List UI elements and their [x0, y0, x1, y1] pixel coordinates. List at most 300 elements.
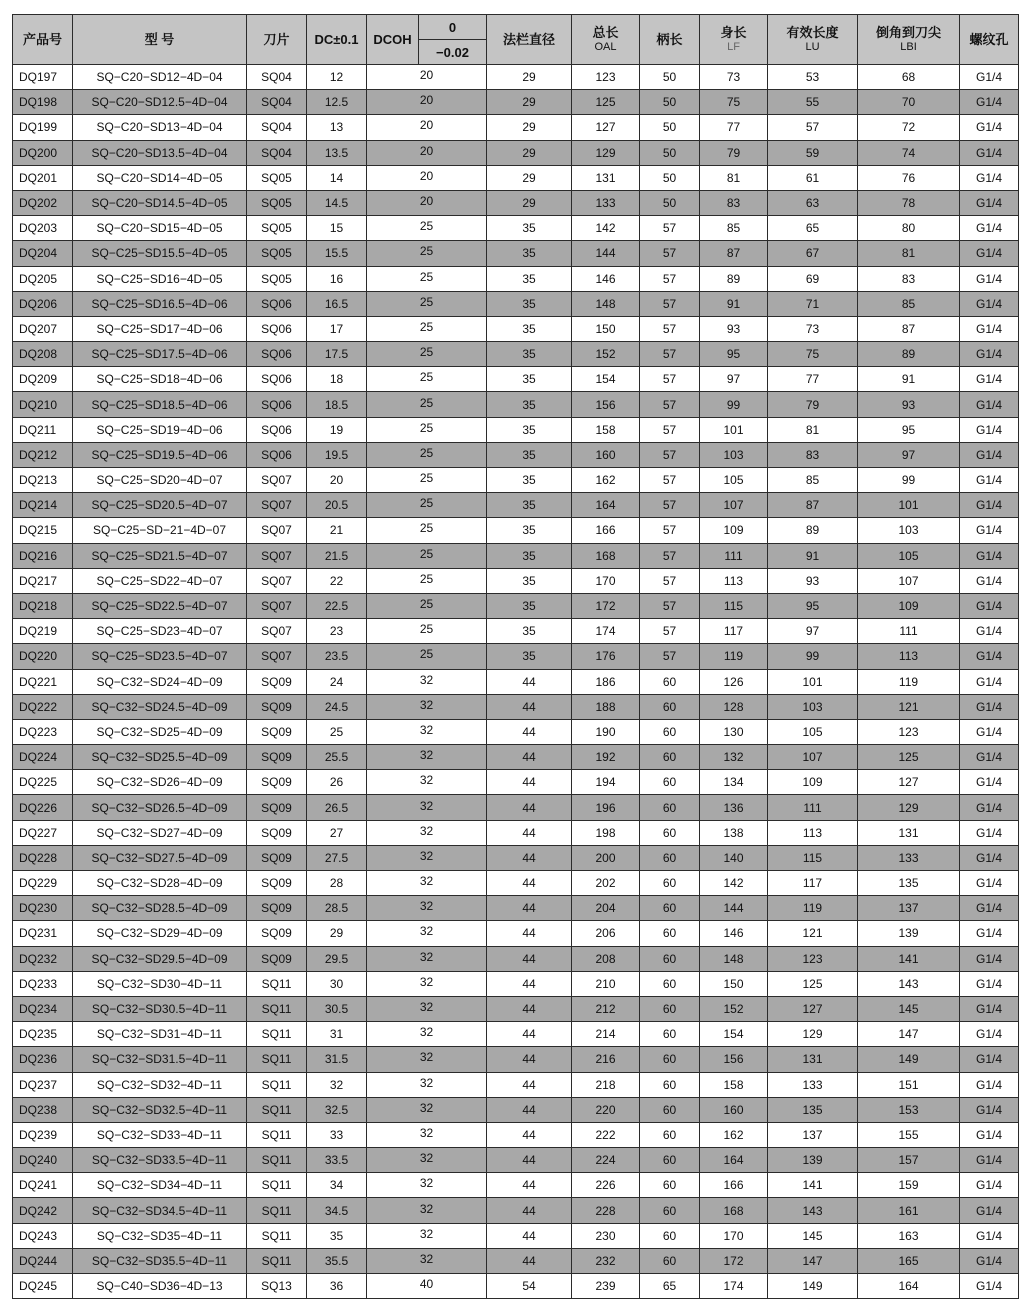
cell-lbi: 80 — [858, 216, 960, 241]
cell-product-no: DQ222 — [13, 694, 73, 719]
cell-thread: G1/4 — [960, 996, 1019, 1021]
cell-insert: SQ07 — [247, 593, 307, 618]
cell-thread: G1/4 — [960, 820, 1019, 845]
cell-dcoh: 32 — [367, 896, 487, 921]
table-row — [13, 442, 1019, 467]
header-flange-dia: 法栏直径 — [487, 15, 572, 65]
cell-body-len: 117 — [700, 619, 768, 644]
cell-lu: 109 — [768, 770, 858, 795]
cell-lu: 129 — [768, 1022, 858, 1047]
cell-lbi: 105 — [858, 543, 960, 568]
cell-product-no: DQ238 — [13, 1097, 73, 1122]
cell-shank-len: 57 — [640, 216, 700, 241]
cell-dc: 21 — [307, 518, 367, 543]
cell-insert: SQ07 — [247, 518, 307, 543]
cell-thread: G1/4 — [960, 1122, 1019, 1147]
table-row — [13, 392, 1019, 417]
cell-product-no: DQ209 — [13, 367, 73, 392]
cell-flange-dia: 44 — [487, 845, 572, 870]
cell-body-len: 95 — [700, 342, 768, 367]
cell-body-len: 174 — [700, 1274, 768, 1299]
table-row — [13, 694, 1019, 719]
cell-insert: SQ11 — [247, 1122, 307, 1147]
cell-thread: G1/4 — [960, 266, 1019, 291]
cell-oal: 152 — [572, 342, 640, 367]
cell-shank-len: 57 — [640, 266, 700, 291]
header-body-len-sub: LF — [727, 41, 740, 53]
cell-body-len: 148 — [700, 946, 768, 971]
cell-flange-dia: 44 — [487, 1248, 572, 1273]
table-row — [13, 719, 1019, 744]
table-row — [13, 745, 1019, 770]
cell-lu: 73 — [768, 316, 858, 341]
cell-dcoh: 32 — [367, 745, 487, 770]
cell-oal: 156 — [572, 392, 640, 417]
header-lu-label: 有效长度 — [786, 25, 839, 40]
cell-dc: 16.5 — [307, 291, 367, 316]
cell-lu: 113 — [768, 820, 858, 845]
cell-oal: 160 — [572, 442, 640, 467]
cell-shank-len: 60 — [640, 1047, 700, 1072]
cell-product-no: DQ224 — [13, 745, 73, 770]
cell-shank-len: 57 — [640, 316, 700, 341]
cell-oal: 239 — [572, 1274, 640, 1299]
cell-insert: SQ11 — [247, 1097, 307, 1122]
cell-insert: SQ09 — [247, 770, 307, 795]
cell-lu: 111 — [768, 795, 858, 820]
cell-lbi: 68 — [858, 65, 960, 90]
cell-insert: SQ04 — [247, 140, 307, 165]
cell-dcoh: 32 — [367, 1072, 487, 1097]
cell-shank-len: 60 — [640, 845, 700, 870]
cell-body-len: 160 — [700, 1097, 768, 1122]
cell-flange-dia: 35 — [487, 593, 572, 618]
cell-product-no: DQ242 — [13, 1198, 73, 1223]
cell-oal: 224 — [572, 1148, 640, 1173]
table-row — [13, 1022, 1019, 1047]
cell-dc: 32 — [307, 1072, 367, 1097]
cell-dcoh: 25 — [367, 568, 487, 593]
cell-oal: 158 — [572, 417, 640, 442]
cell-shank-len: 50 — [640, 165, 700, 190]
header-tolerance — [419, 15, 487, 65]
cell-oal: 133 — [572, 190, 640, 215]
cell-body-len: 113 — [700, 568, 768, 593]
cell-lbi: 72 — [858, 115, 960, 140]
cell-model: SQ−C25−SD18.5−4D−06 — [73, 392, 247, 417]
cell-lbi: 161 — [858, 1198, 960, 1223]
cell-lu: 71 — [768, 291, 858, 316]
cell-oal: 206 — [572, 921, 640, 946]
cell-thread: G1/4 — [960, 946, 1019, 971]
cell-flange-dia: 35 — [487, 493, 572, 518]
cell-dcoh: 32 — [367, 669, 487, 694]
cell-model: SQ−C32−SD26.5−4D−09 — [73, 795, 247, 820]
cell-product-no: DQ211 — [13, 417, 73, 442]
header-product-no: 产品号 — [13, 15, 73, 65]
cell-body-len: 142 — [700, 871, 768, 896]
cell-model: SQ−C32−SD29.5−4D−09 — [73, 946, 247, 971]
cell-dc: 30.5 — [307, 996, 367, 1021]
table-row — [13, 115, 1019, 140]
cell-lbi: 155 — [858, 1122, 960, 1147]
cell-model: SQ−C25−SD21.5−4D−07 — [73, 543, 247, 568]
cell-dc: 34 — [307, 1173, 367, 1198]
cell-flange-dia: 35 — [487, 367, 572, 392]
cell-thread: G1/4 — [960, 216, 1019, 241]
cell-body-len: 83 — [700, 190, 768, 215]
cell-thread: G1/4 — [960, 644, 1019, 669]
cell-dc: 32.5 — [307, 1097, 367, 1122]
cell-product-no: DQ244 — [13, 1248, 73, 1273]
cell-product-no: DQ245 — [13, 1274, 73, 1299]
table-header — [13, 15, 1019, 65]
cell-product-no: DQ208 — [13, 342, 73, 367]
cell-body-len: 154 — [700, 1022, 768, 1047]
cell-flange-dia: 35 — [487, 291, 572, 316]
cell-body-len: 85 — [700, 216, 768, 241]
cell-thread: G1/4 — [960, 518, 1019, 543]
cell-oal: 202 — [572, 871, 640, 896]
cell-shank-len: 65 — [640, 1274, 700, 1299]
cell-lbi: 141 — [858, 946, 960, 971]
cell-model: SQ−C32−SD25−4D−09 — [73, 719, 247, 744]
cell-body-len: 89 — [700, 266, 768, 291]
header-dcoh: DCOH — [367, 15, 419, 65]
cell-lbi: 121 — [858, 694, 960, 719]
table-row — [13, 845, 1019, 870]
cell-product-no: DQ232 — [13, 946, 73, 971]
header-insert: 刀片 — [247, 15, 307, 65]
cell-dcoh: 25 — [367, 392, 487, 417]
cell-thread: G1/4 — [960, 921, 1019, 946]
cell-thread: G1/4 — [960, 1173, 1019, 1198]
cell-lu: 131 — [768, 1047, 858, 1072]
cell-thread: G1/4 — [960, 1097, 1019, 1122]
cell-product-no: DQ210 — [13, 392, 73, 417]
table-row — [13, 921, 1019, 946]
table-row — [13, 417, 1019, 442]
cell-shank-len: 57 — [640, 241, 700, 266]
cell-dc: 26.5 — [307, 795, 367, 820]
cell-lu: 117 — [768, 871, 858, 896]
cell-model: SQ−C32−SD35.5−4D−11 — [73, 1248, 247, 1273]
cell-dcoh: 25 — [367, 291, 487, 316]
cell-lu: 67 — [768, 241, 858, 266]
cell-model: SQ−C25−SD19.5−4D−06 — [73, 442, 247, 467]
cell-lu: 59 — [768, 140, 858, 165]
cell-product-no: DQ207 — [13, 316, 73, 341]
cell-body-len: 91 — [700, 291, 768, 316]
cell-flange-dia: 44 — [487, 770, 572, 795]
cell-flange-dia: 44 — [487, 1022, 572, 1047]
cell-oal: 228 — [572, 1198, 640, 1223]
cell-flange-dia: 44 — [487, 1072, 572, 1097]
cell-thread: G1/4 — [960, 896, 1019, 921]
cell-shank-len: 60 — [640, 770, 700, 795]
cell-product-no: DQ230 — [13, 896, 73, 921]
header-dc: DC±0.1 — [307, 15, 367, 65]
cell-insert: SQ11 — [247, 1047, 307, 1072]
cell-oal: 154 — [572, 367, 640, 392]
cell-body-len: 156 — [700, 1047, 768, 1072]
table-row — [13, 1072, 1019, 1097]
cell-lu: 57 — [768, 115, 858, 140]
cell-oal: 131 — [572, 165, 640, 190]
cell-thread: G1/4 — [960, 845, 1019, 870]
cell-body-len: 130 — [700, 719, 768, 744]
cell-thread: G1/4 — [960, 1274, 1019, 1299]
cell-shank-len: 60 — [640, 719, 700, 744]
cell-thread: G1/4 — [960, 468, 1019, 493]
cell-dc: 26 — [307, 770, 367, 795]
cell-lbi: 159 — [858, 1173, 960, 1198]
cell-dc: 15 — [307, 216, 367, 241]
cell-oal: 146 — [572, 266, 640, 291]
cell-shank-len: 57 — [640, 442, 700, 467]
cell-model: SQ−C25−SD17−4D−06 — [73, 316, 247, 341]
cell-shank-len: 57 — [640, 291, 700, 316]
cell-dcoh: 25 — [367, 442, 487, 467]
cell-oal: 190 — [572, 719, 640, 744]
cell-lu: 101 — [768, 669, 858, 694]
cell-shank-len: 60 — [640, 745, 700, 770]
cell-dcoh: 20 — [367, 90, 487, 115]
cell-thread: G1/4 — [960, 669, 1019, 694]
cell-model: SQ−C32−SD32−4D−11 — [73, 1072, 247, 1097]
cell-thread: G1/4 — [960, 619, 1019, 644]
cell-flange-dia: 44 — [487, 921, 572, 946]
cell-product-no: DQ239 — [13, 1122, 73, 1147]
cell-dcoh: 32 — [367, 820, 487, 845]
cell-insert: SQ09 — [247, 845, 307, 870]
cell-model: SQ−C20−SD12−4D−04 — [73, 65, 247, 90]
cell-dc: 30 — [307, 971, 367, 996]
cell-flange-dia: 44 — [487, 820, 572, 845]
cell-product-no: DQ214 — [13, 493, 73, 518]
cell-lbi: 113 — [858, 644, 960, 669]
cell-model: SQ−C32−SD28−4D−09 — [73, 871, 247, 896]
cell-lbi: 157 — [858, 1148, 960, 1173]
cell-oal: 186 — [572, 669, 640, 694]
tolerance-lower: −0.02 — [436, 44, 469, 60]
cell-oal: 168 — [572, 543, 640, 568]
cell-shank-len: 57 — [640, 367, 700, 392]
cell-insert: SQ04 — [247, 90, 307, 115]
cell-lbi: 143 — [858, 971, 960, 996]
cell-lu: 121 — [768, 921, 858, 946]
cell-body-len: 158 — [700, 1072, 768, 1097]
cell-lbi: 123 — [858, 719, 960, 744]
cell-dcoh: 25 — [367, 417, 487, 442]
cell-shank-len: 57 — [640, 518, 700, 543]
cell-lu: 77 — [768, 367, 858, 392]
cell-lu: 105 — [768, 719, 858, 744]
table-row — [13, 946, 1019, 971]
cell-model: SQ−C32−SD35−4D−11 — [73, 1223, 247, 1248]
cell-dcoh: 20 — [367, 140, 487, 165]
cell-product-no: DQ199 — [13, 115, 73, 140]
cell-lu: 91 — [768, 543, 858, 568]
cell-body-len: 166 — [700, 1173, 768, 1198]
cell-dcoh: 32 — [367, 1097, 487, 1122]
cell-dc: 36 — [307, 1274, 367, 1299]
cell-product-no: DQ221 — [13, 669, 73, 694]
table-row — [13, 493, 1019, 518]
cell-dc: 33 — [307, 1122, 367, 1147]
cell-flange-dia: 35 — [487, 266, 572, 291]
cell-shank-len: 60 — [640, 971, 700, 996]
cell-insert: SQ06 — [247, 417, 307, 442]
cell-insert: SQ11 — [247, 1248, 307, 1273]
cell-model: SQ−C20−SD14.5−4D−05 — [73, 190, 247, 215]
cell-product-no: DQ225 — [13, 770, 73, 795]
cell-body-len: 140 — [700, 845, 768, 870]
cell-model: SQ−C32−SD24.5−4D−09 — [73, 694, 247, 719]
cell-thread: G1/4 — [960, 770, 1019, 795]
cell-oal: 220 — [572, 1097, 640, 1122]
cell-model: SQ−C32−SD31.5−4D−11 — [73, 1047, 247, 1072]
cell-lu: 87 — [768, 493, 858, 518]
cell-dc: 12.5 — [307, 90, 367, 115]
cell-product-no: DQ226 — [13, 795, 73, 820]
cell-dcoh: 25 — [367, 518, 487, 543]
cell-oal: 210 — [572, 971, 640, 996]
cell-lbi: 85 — [858, 291, 960, 316]
cell-shank-len: 60 — [640, 921, 700, 946]
cell-insert: SQ07 — [247, 543, 307, 568]
cell-thread: G1/4 — [960, 65, 1019, 90]
cell-lu: 61 — [768, 165, 858, 190]
cell-dc: 12 — [307, 65, 367, 90]
cell-model: SQ−C32−SD33−4D−11 — [73, 1122, 247, 1147]
cell-thread: G1/4 — [960, 971, 1019, 996]
cell-model: SQ−C20−SD15−4D−05 — [73, 216, 247, 241]
cell-lbi: 149 — [858, 1047, 960, 1072]
cell-lbi: 74 — [858, 140, 960, 165]
table-row — [13, 1248, 1019, 1273]
cell-product-no: DQ220 — [13, 644, 73, 669]
cell-shank-len: 60 — [640, 1223, 700, 1248]
cell-model: SQ−C32−SD28.5−4D−09 — [73, 896, 247, 921]
cell-body-len: 75 — [700, 90, 768, 115]
cell-model: SQ−C25−SD19−4D−06 — [73, 417, 247, 442]
cell-dc: 20 — [307, 468, 367, 493]
cell-body-len: 150 — [700, 971, 768, 996]
cell-product-no: DQ202 — [13, 190, 73, 215]
cell-thread: G1/4 — [960, 593, 1019, 618]
cell-product-no: DQ198 — [13, 90, 73, 115]
cell-body-len: 97 — [700, 367, 768, 392]
cell-model: SQ−C25−SD16−4D−05 — [73, 266, 247, 291]
cell-dcoh: 25 — [367, 468, 487, 493]
cell-dcoh: 32 — [367, 795, 487, 820]
cell-lu: 79 — [768, 392, 858, 417]
cell-product-no: DQ228 — [13, 845, 73, 870]
cell-flange-dia: 44 — [487, 971, 572, 996]
cell-product-no: DQ236 — [13, 1047, 73, 1072]
cell-dc: 19 — [307, 417, 367, 442]
cell-shank-len: 57 — [640, 568, 700, 593]
cell-insert: SQ11 — [247, 1198, 307, 1223]
cell-product-no: DQ235 — [13, 1022, 73, 1047]
table-row — [13, 90, 1019, 115]
cell-flange-dia: 44 — [487, 1173, 572, 1198]
cell-thread: G1/4 — [960, 1022, 1019, 1047]
cell-lbi: 163 — [858, 1223, 960, 1248]
cell-thread: G1/4 — [960, 241, 1019, 266]
cell-body-len: 128 — [700, 694, 768, 719]
cell-oal: 204 — [572, 896, 640, 921]
cell-product-no: DQ229 — [13, 871, 73, 896]
cell-lu: 99 — [768, 644, 858, 669]
cell-model: SQ−C40−SD36−4D−13 — [73, 1274, 247, 1299]
cell-shank-len: 60 — [640, 669, 700, 694]
cell-thread: G1/4 — [960, 392, 1019, 417]
table-row — [13, 543, 1019, 568]
cell-dcoh: 32 — [367, 971, 487, 996]
cell-model: SQ−C32−SD32.5−4D−11 — [73, 1097, 247, 1122]
cell-shank-len: 60 — [640, 795, 700, 820]
cell-insert: SQ09 — [247, 745, 307, 770]
cell-lbi: 133 — [858, 845, 960, 870]
cell-dcoh: 32 — [367, 1047, 487, 1072]
cell-body-len: 103 — [700, 442, 768, 467]
table-row — [13, 820, 1019, 845]
cell-lu: 69 — [768, 266, 858, 291]
cell-shank-len: 60 — [640, 1248, 700, 1273]
cell-body-len: 172 — [700, 1248, 768, 1273]
table-row — [13, 1122, 1019, 1147]
cell-lbi: 99 — [858, 468, 960, 493]
cell-dcoh: 32 — [367, 845, 487, 870]
cell-oal: 164 — [572, 493, 640, 518]
cell-insert: SQ13 — [247, 1274, 307, 1299]
cell-thread: G1/4 — [960, 1047, 1019, 1072]
cell-product-no: DQ240 — [13, 1148, 73, 1173]
cell-insert: SQ11 — [247, 996, 307, 1021]
cell-lu: 107 — [768, 745, 858, 770]
cell-model: SQ−C25−SD15.5−4D−05 — [73, 241, 247, 266]
cell-dc: 35 — [307, 1223, 367, 1248]
cell-thread: G1/4 — [960, 745, 1019, 770]
cell-model: SQ−C32−SD26−4D−09 — [73, 770, 247, 795]
cell-lu: 53 — [768, 65, 858, 90]
cell-shank-len: 50 — [640, 190, 700, 215]
cell-lbi: 81 — [858, 241, 960, 266]
cell-flange-dia: 35 — [487, 543, 572, 568]
cell-insert: SQ11 — [247, 1173, 307, 1198]
cell-dcoh: 32 — [367, 1148, 487, 1173]
cell-lbi: 127 — [858, 770, 960, 795]
cell-thread: G1/4 — [960, 417, 1019, 442]
cell-shank-len: 50 — [640, 115, 700, 140]
cell-flange-dia: 29 — [487, 190, 572, 215]
cell-dc: 33.5 — [307, 1148, 367, 1173]
cell-insert: SQ07 — [247, 568, 307, 593]
cell-lbi: 83 — [858, 266, 960, 291]
cell-thread: G1/4 — [960, 719, 1019, 744]
cell-lbi: 135 — [858, 871, 960, 896]
cell-lu: 97 — [768, 619, 858, 644]
header-model: 型 号 — [73, 15, 247, 65]
cell-oal: 176 — [572, 644, 640, 669]
cell-shank-len: 60 — [640, 1072, 700, 1097]
cell-dc: 31.5 — [307, 1047, 367, 1072]
cell-lbi: 111 — [858, 619, 960, 644]
table-row — [13, 568, 1019, 593]
cell-model: SQ−C25−SD20−4D−07 — [73, 468, 247, 493]
